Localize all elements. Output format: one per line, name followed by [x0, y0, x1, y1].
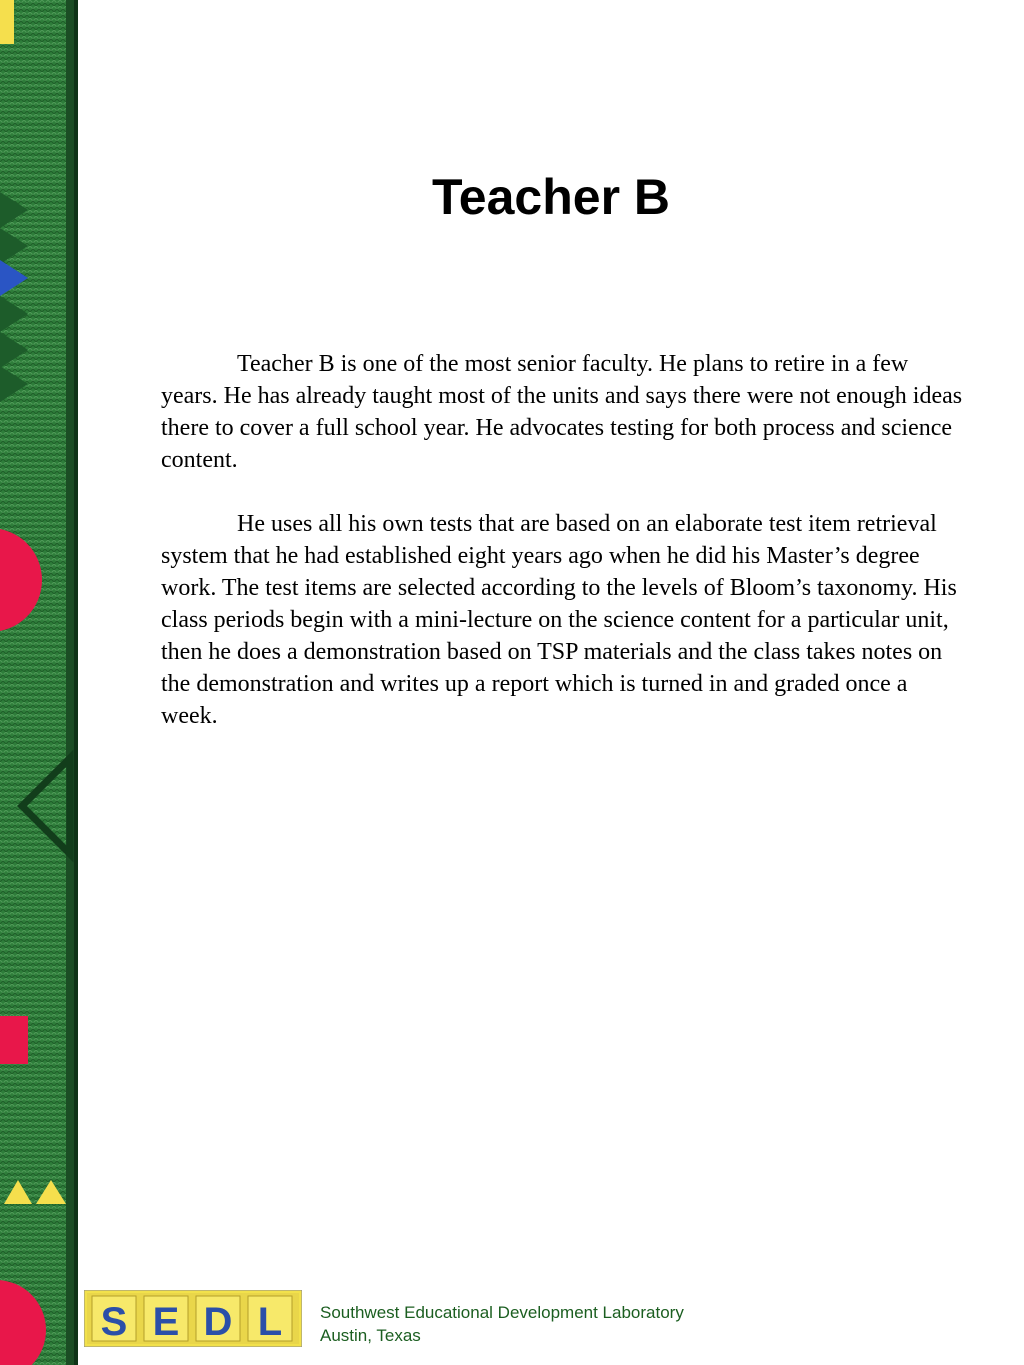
yellow-bar-shape: [0, 0, 14, 44]
paragraph-2: He uses all his own tests that are based on an elaborate test item retrieval system that he had established eight years ago when he did his Master’s degree work. The test items are selected according to the levels of Bloom’s taxonomy. His class periods begin with a mini-lecture on the science content for a particular unit, then he does a demonstration based on TSP materials and the class takes notes on the demonstration and writes up a report which is turned in and graded once a week.: [161, 511, 957, 729]
sidebar-pattern: [0, 0, 78, 1365]
footer-location: Austin, Texas: [320, 1326, 421, 1345]
logo-letter-s: S: [100, 1300, 128, 1344]
red-square-shape: [0, 1016, 28, 1064]
slide-body: [161, 348, 966, 764]
decorative-sidebar: [0, 0, 78, 1365]
footer-org-name: Southwest Educational Development Laboratory: [320, 1303, 684, 1322]
logo-letter-l: L: [257, 1300, 283, 1344]
paragraph-1: Teacher B is one of the most senior faculty. He plans to retire in a few years. He has already taught most of the units and says there were not enough ideas there to cover a full school year. He advocates testing for both process and science content.: [161, 351, 963, 473]
logo-letter-e: E: [152, 1300, 180, 1344]
logo-letter-d: D: [203, 1300, 233, 1344]
footer-text: [320, 1301, 684, 1347]
slide-title: Teacher B: [431, 169, 671, 225]
sedl-logo: [84, 1290, 302, 1347]
